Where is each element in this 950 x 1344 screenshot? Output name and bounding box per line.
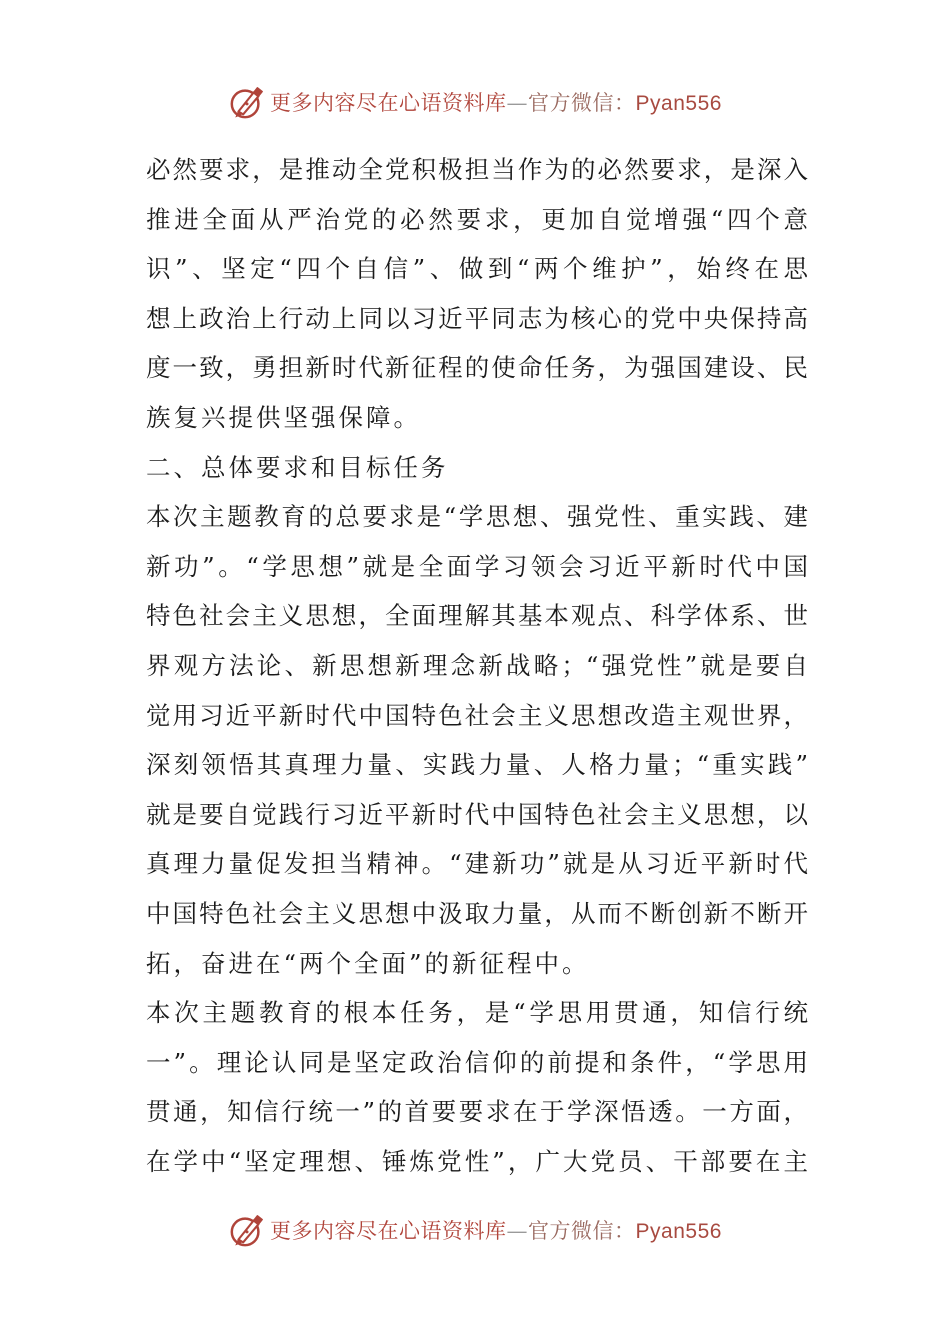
banner-dash: — [506, 91, 529, 115]
footer-banner [0, 1210, 950, 1250]
banner-account: Pyan556 [635, 1220, 722, 1243]
text-line: 拓，奋进在“两个全面”的新征程中。 [146, 948, 590, 978]
banner-brand: 更多内容尽在心语资料库 [270, 91, 507, 115]
document-body [146, 145, 808, 1186]
text-line: 在学中“坚定理想、锤炼党性”，广大党员、干部要在主 [146, 1146, 808, 1176]
text-line: 推进全面从严治党的必然要求，更加自觉增强“四个意 [146, 204, 808, 234]
pen-nib-logo-icon [228, 83, 266, 121]
text-line: 深刻领悟其真理力量、实践力量、人格力量；“重实践” [146, 750, 808, 780]
banner-account: Pyan556 [635, 92, 722, 115]
text-line: 本次主题教育的根本任务，是“学思用贯通，知信行统 [146, 998, 808, 1028]
text-line: 中国特色社会主义思想中汲取力量，从而不断创新不断开 [146, 898, 808, 928]
text-line: 想上政治上行动上同以习近平同志为核心的党中央保持高 [146, 303, 808, 333]
text-line: 新功”。“学思想”就是全面学习领会习近平新时代中国 [146, 551, 808, 581]
text-line: 族复兴提供坚强保障。 [146, 402, 421, 432]
header-banner [0, 82, 950, 122]
text-line: 度一致，勇担新时代新征程的使命任务，为强国建设、民 [146, 353, 808, 383]
banner-wechat-label: 官方微信： [528, 1219, 636, 1243]
banner-text [270, 87, 722, 117]
banner-dash: — [506, 1219, 529, 1243]
text-line: 识”、坚定“四个自信”、做到“两个维护”，始终在思 [146, 254, 808, 284]
banner-text [270, 1215, 722, 1245]
pen-nib-logo-icon [228, 1211, 266, 1249]
text-line: 真理力量促发担当精神。“建新功”就是从习近平新时代 [146, 849, 808, 879]
text-line: 特色社会主义思想，全面理解其基本观点、科学体系、世 [146, 601, 808, 631]
text-line: 必然要求，是推动全党积极担当作为的必然要求，是深入 [146, 155, 808, 184]
banner-brand: 更多内容尽在心语资料库 [270, 1219, 507, 1243]
text-line: 觉用习近平新时代中国特色社会主义思想改造主观世界， [146, 700, 808, 730]
text-line: 就是要自觉践行习近平新时代中国特色社会主义思想，以 [146, 799, 808, 829]
text-line: 本次主题教育的总要求是“学思想、强党性、重实践、建 [146, 502, 808, 532]
text-line: 贯通，知信行统一”的首要要求在于学深悟透。一方面， [146, 1097, 808, 1127]
banner-wechat-label: 官方微信： [528, 91, 636, 115]
text-line: 界观方法论、新思想新理念新战略；“强党性”就是要自 [146, 650, 808, 680]
section-heading: 二、总体要求和目标任务 [146, 452, 449, 482]
text-line: 一”。理论认同是坚定政治信仰的前提和条件，“学思用 [146, 1047, 808, 1077]
